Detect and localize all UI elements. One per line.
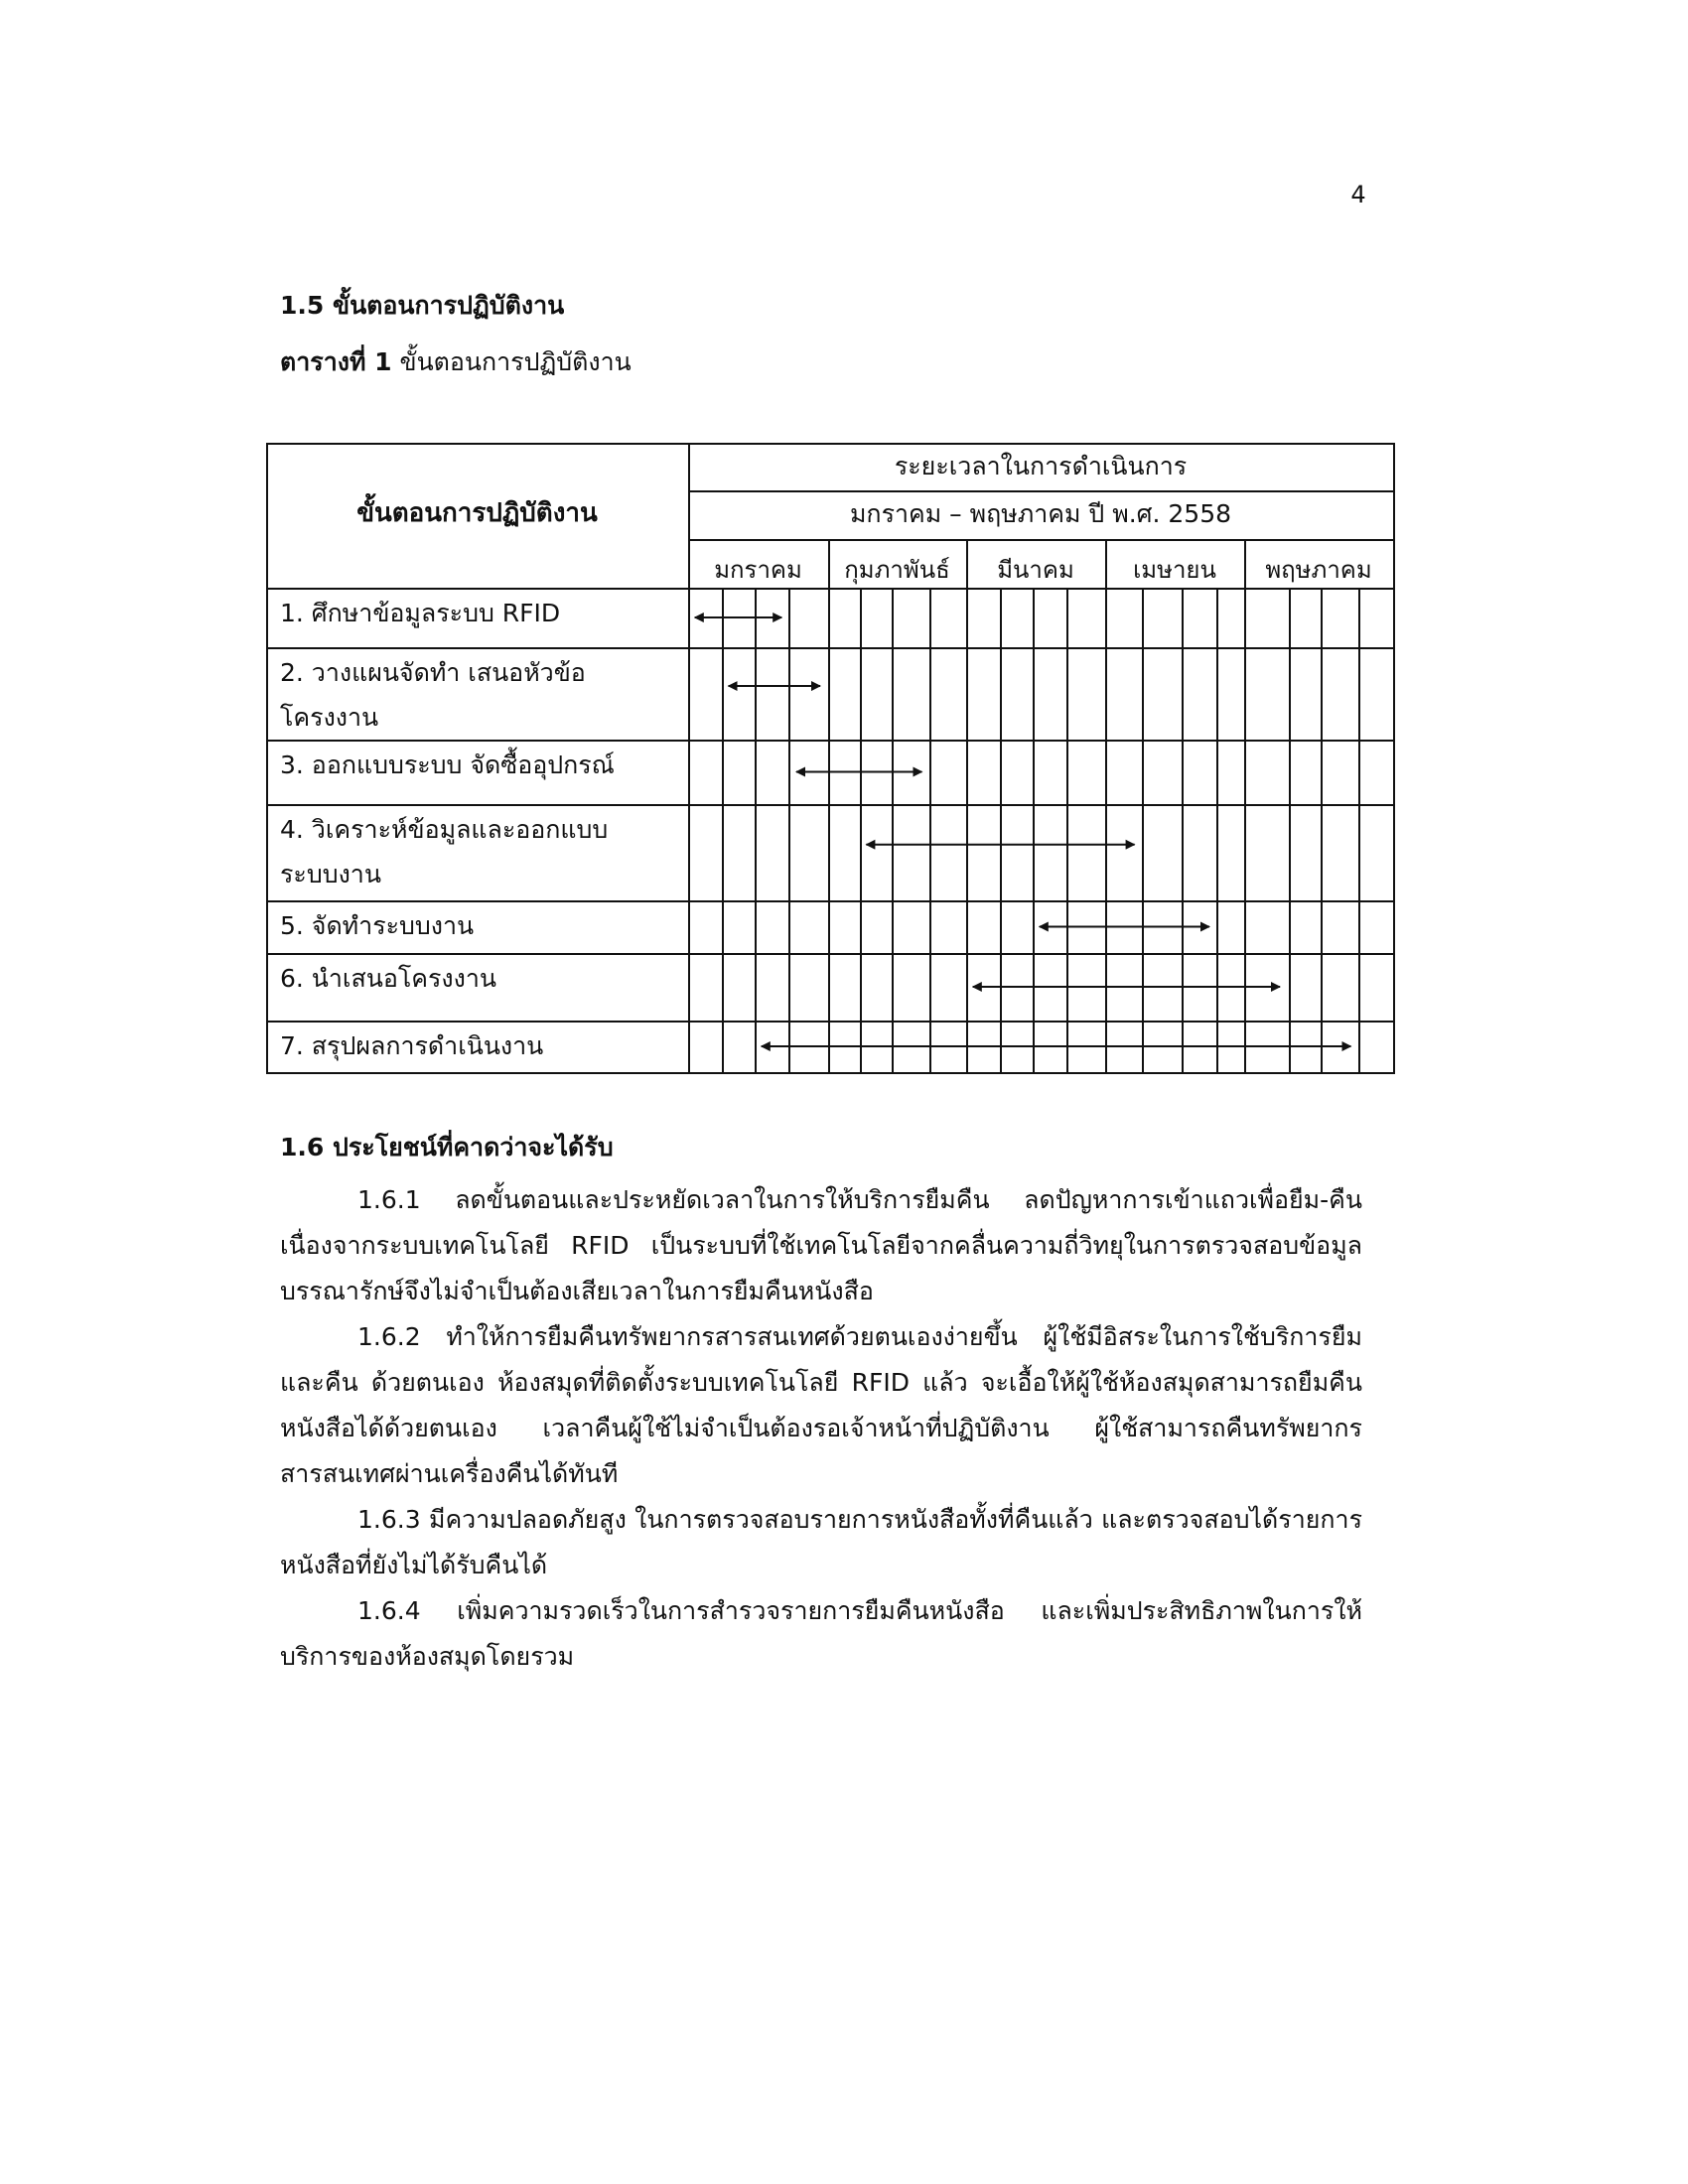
week-divider xyxy=(966,588,968,1072)
header-divider xyxy=(688,539,1393,541)
week-divider xyxy=(1033,588,1035,1072)
table-caption-text: ขั้นตอนการปฏิบัติงาน xyxy=(399,347,632,376)
week-divider xyxy=(860,588,862,1072)
week-divider xyxy=(1216,588,1218,1072)
section-heading-1-6: 1.6 ประโยชน์ที่คาดว่าจะได้รับ xyxy=(280,1133,614,1161)
table-border-left xyxy=(266,443,268,1074)
step-column-header: ขั้นตอนการปฏิบัติงาน xyxy=(356,498,598,528)
step-label-line: 1. ศึกษาข้อมูลระบบ RFID xyxy=(280,599,561,627)
step-label-line: 2. วางแผนจัดทำ เสนอหัวข้อ xyxy=(280,658,586,687)
week-divider xyxy=(722,588,724,1072)
month-label: กุมภาพันธ์ xyxy=(844,556,950,584)
period-header: มกราคม – พฤษภาคม ปี พ.ศ. 2558 xyxy=(849,499,1232,528)
week-divider xyxy=(1105,588,1107,1072)
row-divider xyxy=(266,900,1393,902)
row-divider xyxy=(266,1021,1393,1023)
step-label-line: 6. นำเสนอโครงงาน xyxy=(280,964,496,993)
month-label: พฤษภาคม xyxy=(1265,556,1372,584)
table-border-bottom xyxy=(266,1072,1395,1074)
month-label: เมษายน xyxy=(1133,556,1216,584)
week-divider xyxy=(1289,588,1291,1072)
step-label-line: 3. ออกแบบระบบ จัดซื้ออุปกรณ์ xyxy=(280,751,615,779)
header-divider xyxy=(688,490,1393,492)
step-label xyxy=(280,591,560,635)
row-divider xyxy=(266,647,1393,649)
month-label: มกราคม xyxy=(714,556,802,584)
week-divider xyxy=(1182,588,1184,1072)
week-divider xyxy=(1244,588,1246,1072)
duration-header: ระยะเวลาในการดำเนินการ xyxy=(894,452,1188,480)
row-divider xyxy=(266,953,1393,955)
step-label-line: 4. วิเคราะห์ข้อมูลและออกแบบ xyxy=(280,815,609,844)
step-label xyxy=(280,743,615,787)
page-number: 4 xyxy=(1350,181,1366,208)
row-divider xyxy=(266,804,1393,806)
section-heading-1-5: 1.5 ขั้นตอนการปฏิบัติงาน xyxy=(280,291,565,320)
benefit-item: 1.6.1 ลดขั้นตอนและประหยัดเวลาในการให้บริการยืมคืน ลดปัญหาการเข้าแถวเพื่อยืม-คืน เนื่องจากระบบเทคโนโลยี RFID เป็นระบบที่ใช้เทคโนโลยีจากคลื่นความถี่วิทยุในการตรวจสอบข้อมูลบรรณารักษ์จึงไม่จำเป็นต้องเสียเวลาในการยืมคืนหนังสือ xyxy=(280,1185,1362,1305)
step-label-line: โครงงาน xyxy=(280,703,379,732)
week-divider xyxy=(892,588,894,1072)
step-label-line: 5. จัดทำระบบงาน xyxy=(280,911,475,940)
week-divider xyxy=(828,588,830,1072)
step-label xyxy=(280,956,496,1001)
week-divider xyxy=(1321,588,1323,1072)
benefit-item: 1.6.2 ทำให้การยืมคืนทรัพยากรสารสนเทศด้วยตนเองง่ายขึ้น ผู้ใช้มีอิสระในการใช้บริการยืมและคืน ด้วยตนเอง ห้องสมุดที่ติดตั้งระบบเทคโนโลยี RFID แล้ว จะเอื้อให้ผู้ใช้ห้องสมุดสามารถยืมคืนหนังสือได้ด้วยตนเอง เวลาคืนผู้ใช้ไม่จำเป็นต้องรอเจ้าหน้าที่ปฏิบัติงาน ผู้ใช้สามารถคืนทรัพยากรสารสนเทศผ่านเครื่องคืนได้ทันที xyxy=(280,1322,1362,1488)
table-border-right xyxy=(1393,443,1395,1074)
month-label: มีนาคม xyxy=(997,556,1074,584)
week-divider xyxy=(929,588,931,1072)
week-divider xyxy=(1066,588,1068,1072)
step-label-line: 7. สรุปผลการดำเนินงาน xyxy=(280,1031,544,1060)
week-divider xyxy=(1142,588,1144,1072)
step-label xyxy=(280,903,474,948)
step-label xyxy=(280,1024,543,1068)
step-label xyxy=(280,650,586,740)
week-divider xyxy=(1358,588,1360,1072)
benefit-item: 1.6.3 มีความปลอดภัยสูง ในการตรวจสอบรายการหนังสือทั้งที่คืนแล้ว และตรวจสอบได้รายการหนังสือที่ยังไม่ได้รับคืนได้ xyxy=(280,1505,1362,1579)
table-caption-label: ตารางที่ 1 xyxy=(280,347,392,376)
week-divider xyxy=(1000,588,1002,1072)
benefits-list xyxy=(280,1177,1362,1680)
week-divider xyxy=(755,588,757,1072)
step-label-line: ระบบงาน xyxy=(280,860,381,888)
step-column-divider xyxy=(688,443,690,1074)
table-border-top xyxy=(266,443,1395,445)
week-divider xyxy=(788,588,790,1072)
benefit-item: 1.6.4 เพิ่มความรวดเร็วในการสำรวจรายการยืมคืนหนังสือ และเพิ่มประสิทธิภาพในการให้บริการของห้องสมุดโดยรวม xyxy=(280,1596,1362,1671)
step-label xyxy=(280,807,608,896)
row-divider xyxy=(266,740,1393,742)
